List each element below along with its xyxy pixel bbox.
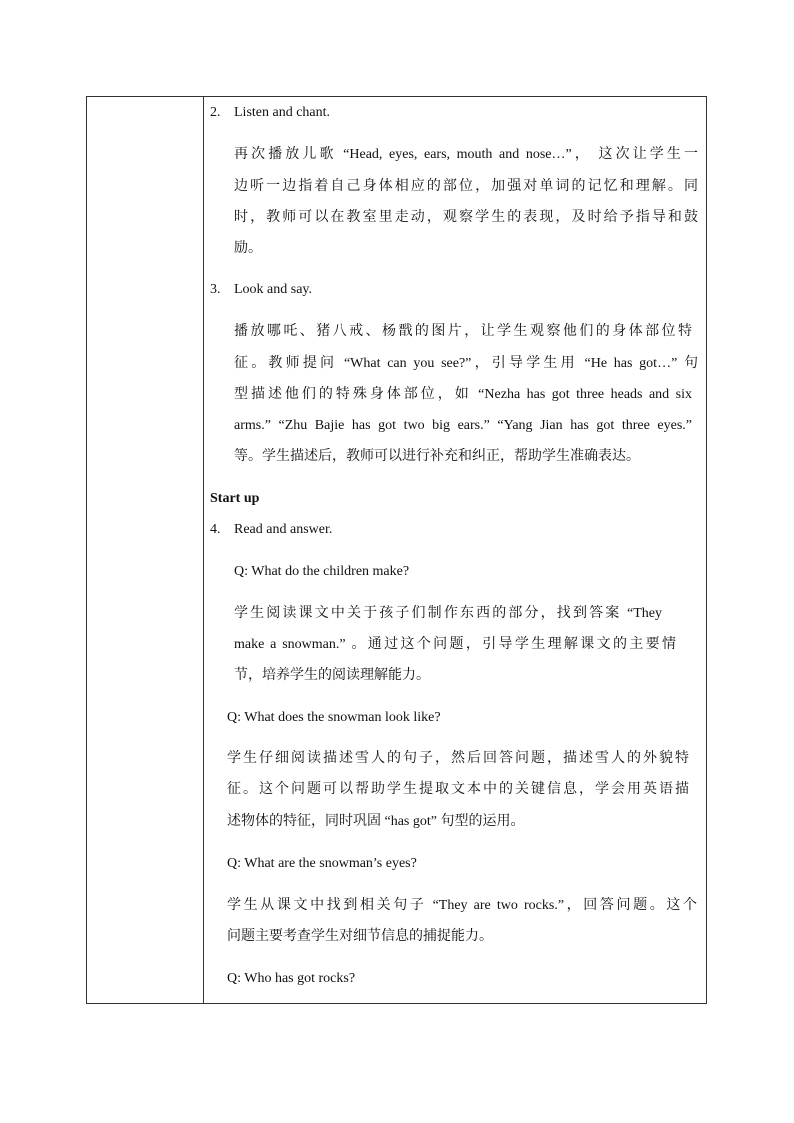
item-number: 4. — [210, 522, 221, 537]
item-title: Listen and chant. — [234, 105, 331, 120]
column-divider — [203, 97, 204, 1003]
item-title: Read and answer. — [234, 522, 333, 537]
answer-line: 述物体的特征，同时巩固 “has got” 句型的运用。 — [227, 814, 525, 829]
answer-line: 学生从课文中找到相关句子 “They are two rocks.”，回答问题。这个 — [227, 898, 697, 913]
paragraph-line: 征。教师提问 “What can you see?”，引导学生用 “He has got…” 句 — [234, 356, 698, 371]
answer-line: 节，培养学生的阅读理解能力。 — [234, 668, 430, 683]
paragraph-line: 播放哪吒、猪八戒、杨戬的图片，让学生观察他们的身体部位特 — [234, 324, 692, 339]
paragraph-line: 励。 — [234, 241, 262, 256]
answer-line: 学生阅读课文中关于孩子们制作东西的部分，找到答案 “They — [234, 606, 662, 621]
item-title: Look and say. — [234, 282, 313, 297]
answer-line: 学生仔细阅读描述雪人的句子，然后回答问题，描述雪人的外貌特 — [227, 751, 689, 766]
item-2-heading — [210, 103, 330, 123]
paragraph-line: 时，教师可以在教室里走动，观察学生的表现，及时给予指导和鼓 — [234, 210, 698, 225]
answer-line: 征。这个问题可以帮助学生提取文本中的关键信息，学会用英语描 — [227, 782, 689, 797]
paragraph-line: 型描述他们的特殊身体部位，如 “Nezha has got three heads and six — [234, 387, 692, 402]
start-up-heading: Start up — [210, 491, 260, 506]
paragraph-line: 等。学生描述后，教师可以进行补充和纠正，帮助学生准确表达。 — [234, 449, 640, 464]
question-2: Q: What does the snowman look like? — [227, 710, 441, 725]
item-number: 3. — [210, 282, 221, 297]
question-3: Q: What are the snowman’s eyes? — [227, 856, 417, 871]
answer-line: 问题主要考查学生对细节信息的捕捉能力。 — [227, 929, 493, 944]
paragraph-line: 再次播放儿歌 “Head, eyes, ears, mouth and nose…”， 这次让学生一 — [234, 147, 698, 162]
question-1: Q: What do the children make? — [234, 564, 410, 579]
item-3-heading — [210, 280, 312, 300]
item-4-heading — [210, 520, 332, 540]
paragraph-line: 边听一边指着自己身体相应的部位，加强对单词的记忆和理解。同 — [234, 179, 698, 194]
question-4: Q: Who has got rocks? — [227, 971, 356, 986]
paragraph-line: arms.” “Zhu Bajie has got two big ears.” “Yang Jian has got three eyes.” — [234, 418, 692, 433]
item-number: 2. — [210, 105, 221, 120]
answer-line: make a snowman.” 。通过这个问题，引导学生理解课文的主要情 — [234, 637, 676, 652]
